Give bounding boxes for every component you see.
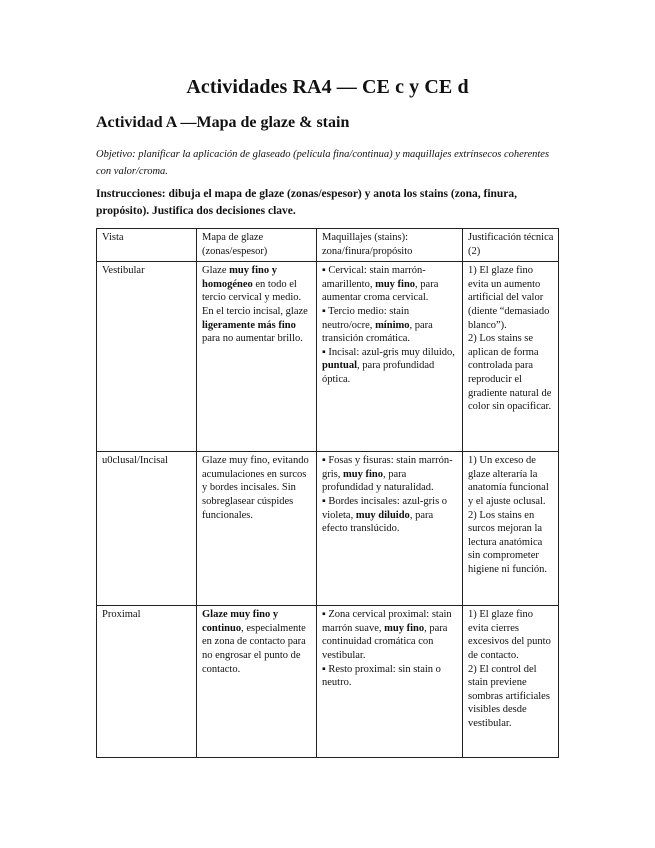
- cell-text: en todo el tercio cervical y medio. En el tercio incisal, glaze: [202, 278, 308, 317]
- stain-bold-text: muy fino: [375, 278, 416, 290]
- instructions-text: Instrucciones: dibuja el mapa de glaze (zonas/espesor) y anota los stains (zona, finura, propósito). Justifica dos decisiones clave.: [96, 188, 518, 217]
- cell-mapa: [197, 262, 317, 452]
- stain-bold-text: mínimo: [375, 319, 410, 331]
- table-row: [97, 452, 559, 606]
- cell-text: , especialmente en zona de contacto para no engrosar el punto de contacto.: [202, 622, 306, 675]
- table-row: [97, 606, 559, 758]
- stain-line: ▪ Resto proximal: sin stain o neutro.: [322, 663, 441, 689]
- cell-text: para no aumentar brillo.: [202, 333, 303, 345]
- stain-text: , para continuidad cromática con vestibular.: [322, 622, 448, 661]
- stain-line: [322, 305, 458, 346]
- cell-bold-text: muy fino y homogéneo: [202, 265, 277, 290]
- cell-maquillajes: [317, 606, 463, 758]
- stain-text: , para transición cromática.: [322, 319, 433, 345]
- stain-text: ▪ Zona cervical proximal: stain marrón suave,: [322, 609, 452, 634]
- stain-line: [322, 454, 458, 495]
- stain-text: , para efecto translúcido.: [322, 509, 434, 535]
- stain-text: ▪ Fosas y fisuras: stain marrón-gris,: [322, 455, 453, 480]
- justification-line: 1) Un exceso de glaze alteraría la anatomía funcional y el ajuste oclusal.: [468, 455, 549, 507]
- glaze-stain-table: [96, 228, 559, 758]
- cell-vista: u0clusal/Incisal: [97, 452, 197, 606]
- table-header-row: [97, 229, 559, 262]
- justification-line: 2) Los stains en surcos mejoran la lectura anatómica sin comprometer higiene ni función.: [468, 509, 548, 575]
- header-mapa: Mapa de glaze (zonas/espesor): [197, 229, 317, 262]
- stain-line: [322, 495, 458, 536]
- header-maquillajes: Maquillajes (stains): zona/finura/propósito: [317, 229, 463, 262]
- cell-bold-text: Glaze muy fino y continuo: [202, 609, 279, 634]
- page-title: Actividades RA4 — CE c y CE d: [186, 76, 469, 98]
- header-vista: Vista: [97, 229, 197, 262]
- cell-mapa: Glaze muy fino, evitando acumulaciones en surcos y bordes incisales. Sin sobreglasear cúspides funcionales.: [197, 452, 317, 606]
- justification-line: 1) El glaze fino evita cierres excesivos del punto de contacto.: [468, 609, 551, 661]
- cell-bold-text: ligeramente más fino: [202, 319, 296, 331]
- cell-justificacion: [463, 452, 559, 606]
- stain-bold-text: muy diluido: [355, 509, 410, 521]
- stain-line: [322, 346, 458, 387]
- stain-line: [322, 264, 458, 305]
- stain-text: ▪ Incisal: azul-gris muy diluido,: [322, 346, 455, 358]
- cell-text: Glaze: [202, 265, 227, 277]
- stain-bold-text: muy fino: [384, 622, 425, 634]
- cell-vista: Vestibular: [97, 262, 197, 452]
- justification-line: 1) El glaze fino evita un aumento artificial del valor (diente “demasiado blanco”).: [468, 265, 550, 331]
- stain-bold-text: muy fino: [343, 468, 383, 480]
- activity-title: Actividad A —Mapa de glaze & stain: [96, 114, 350, 131]
- justification-line: 2) Los stains se aplican de forma controlada para reproducir el gradiente natural de color sin opacificar.: [468, 333, 552, 413]
- cell-justificacion: [463, 606, 559, 758]
- stain-text: ▪ Bordes incisales: azul-gris o violeta,: [322, 495, 448, 521]
- stain-text: ▪ Cervical: stain marrón-amarillento,: [322, 265, 426, 290]
- stain-text: , para aumentar croma cervical.: [322, 278, 439, 304]
- header-justificacion: Justificación técnica (2): [463, 229, 559, 262]
- cell-maquillajes: [317, 262, 463, 452]
- table-row: [97, 262, 559, 452]
- objective-text: Objetivo: planificar la aplicación de glaseado (película fina/continua) y maquillajes extrínsecos coherentes con valor/croma.: [96, 149, 550, 177]
- stain-text: ▪ Tercio medio: stain neutro/ocre,: [322, 305, 410, 331]
- cell-maquillajes: [317, 452, 463, 606]
- justification-line: 2) El control del stain previene sombras artificiales visibles desde vestibular.: [468, 663, 550, 729]
- stain-bold-text: puntual: [322, 360, 358, 372]
- stain-line: [322, 608, 458, 662]
- cell-mapa: [197, 606, 317, 758]
- stain-text: , para profundidad óptica.: [322, 360, 435, 385]
- cell-vista: Proximal: [97, 606, 197, 758]
- cell-justificacion: [463, 262, 559, 452]
- stain-text: , para profundidad y naturalidad.: [322, 468, 434, 494]
